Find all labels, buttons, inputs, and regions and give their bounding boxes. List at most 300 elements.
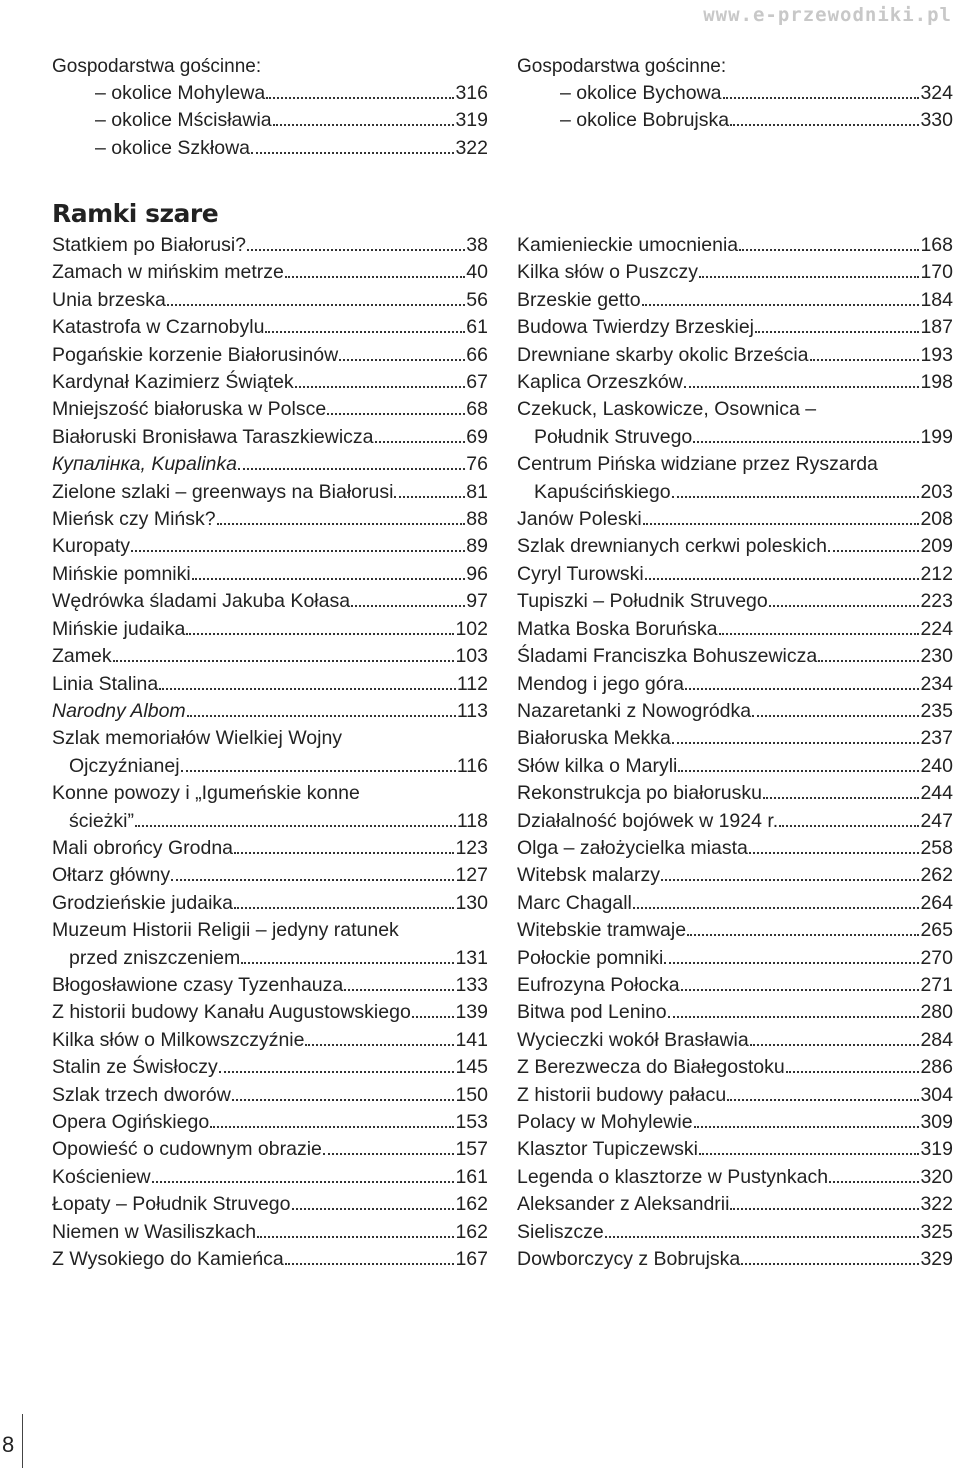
toc-entry-title: Szlak trzech dworów (52, 1083, 231, 1106)
toc-entry-title: Katastrofa w Czarnobylu (52, 316, 265, 339)
toc-entry-page: 133 (455, 973, 488, 996)
toc-entry[interactable] (517, 643, 953, 670)
toc-entry[interactable] (517, 616, 953, 643)
dot-leader (694, 1114, 920, 1128)
toc-entry[interactable] (52, 1219, 488, 1246)
toc-entry[interactable] (52, 451, 488, 478)
toc-entry[interactable] (52, 80, 488, 107)
dot-leader (687, 922, 919, 936)
toc-entry[interactable] (52, 862, 488, 889)
dot-leader (295, 374, 466, 388)
dot-leader (642, 292, 920, 306)
toc-entry-title: Wycieczki wokół Brasławia (517, 1028, 749, 1051)
dot-leader (664, 950, 919, 964)
toc-entry-page: 199 (920, 425, 953, 448)
dot-leader (327, 401, 465, 415)
toc-entry-page: 203 (920, 480, 953, 503)
toc-entry-title: Janów Poleski (517, 508, 642, 531)
toc-entry-title: Łopaty – Południk Struvego (52, 1193, 291, 1216)
dot-leader (167, 292, 465, 306)
toc-entry[interactable] (517, 1136, 953, 1163)
toc-entry-page: 319 (455, 109, 488, 132)
toc-entry[interactable] (52, 424, 488, 451)
toc-entry[interactable] (517, 671, 953, 698)
dot-leader (351, 593, 465, 607)
dot-leader (678, 758, 919, 772)
dot-leader (241, 950, 454, 964)
dot-leader (723, 85, 920, 99)
toc-entry-page: 230 (920, 645, 953, 668)
dot-leader (265, 319, 465, 333)
toc-entry-title: Mniejszość białoruska w Polsce (52, 398, 327, 421)
toc-entry-title: Działalność bojówek w 1924 r. (517, 809, 779, 832)
toc-entry-page: 131 (455, 946, 488, 969)
toc-entry[interactable] (517, 479, 953, 506)
page-number: 8 (2, 1432, 15, 1457)
toc-entry[interactable] (517, 917, 953, 944)
dot-leader (266, 85, 454, 99)
toc-entry-page: 40 (466, 261, 488, 284)
toc-entry-page: 209 (920, 535, 953, 558)
toc-entry-page: 224 (920, 617, 953, 640)
toc-entry-title: Zielone szlaki – greenways na Białorusi (52, 480, 394, 503)
toc-entry[interactable] (517, 1246, 953, 1273)
toc-entry-title: Mali obrońcy Grodna (52, 836, 234, 859)
toc-entry-page: 130 (455, 891, 488, 914)
toc-entry[interactable] (52, 342, 488, 369)
dot-leader (113, 648, 455, 662)
toc-entry-title: Drewniane skarby okolic Brześcia (517, 343, 809, 366)
toc-entry[interactable] (52, 616, 488, 643)
toc-entry-first-line: Konne powozy i „Igumeńskie konne (52, 782, 360, 805)
toc-entry[interactable] (52, 107, 488, 134)
toc-entry-title: Brzeskie getto (517, 288, 641, 311)
toc-entry-page: 330 (920, 109, 953, 132)
toc-entry[interactable] (52, 1164, 488, 1191)
dot-leader (818, 648, 919, 662)
toc-entry-title: Polacy w Mohylewie (517, 1111, 693, 1133)
toc-entry-title: Opowieść o cudownym obrazie (52, 1138, 322, 1161)
toc-entry-title: Nazaretanki z Nowogródka (517, 699, 752, 722)
toc-entry-title: Ojczyźnianej (69, 754, 180, 777)
toc-entry-page: 61 (466, 316, 488, 339)
toc-entry[interactable] (517, 259, 953, 286)
dot-leader (685, 676, 920, 690)
toc-entry[interactable] (52, 753, 488, 780)
dot-leader (749, 840, 920, 854)
dot-leader (412, 1004, 455, 1018)
toc-entry[interactable] (52, 643, 488, 670)
toc-entry[interactable] (517, 972, 953, 999)
toc-entry-title: Legenda o klasztorze w Pustynkach (517, 1165, 829, 1188)
dot-leader (257, 1224, 454, 1238)
dot-leader (234, 840, 454, 854)
dot-leader (645, 566, 920, 580)
toc-entry-page: 88 (466, 508, 488, 531)
toc-entry-page: 150 (455, 1083, 488, 1106)
toc-entry[interactable] (517, 80, 953, 107)
toc-entry-page: 240 (920, 754, 953, 777)
toc-entry-page: 244 (920, 782, 953, 805)
toc-entry-page: 116 (456, 754, 488, 777)
toc-entry-page: 145 (455, 1056, 488, 1079)
ramki-section-title: Ramki szare (52, 199, 219, 228)
toc-entry[interactable] (52, 1082, 488, 1109)
dot-leader (323, 1141, 455, 1155)
toc-entry-title: Z Berezwecza do Białegostoku (517, 1056, 785, 1079)
toc-entry[interactable] (52, 506, 488, 533)
dot-leader (192, 566, 466, 580)
toc-entry-first-line: Centrum Pińska widziane przez Ryszarda (517, 453, 878, 476)
dot-leader (730, 112, 919, 126)
dot-leader (730, 1196, 919, 1210)
right-guesthouse-section (517, 53, 953, 135)
toc-entry-page: 322 (920, 1193, 953, 1216)
toc-entry[interactable] (517, 369, 953, 396)
toc-entry-title: Mieńsk czy Mińsk? (52, 508, 216, 531)
toc-entry[interactable] (52, 1246, 488, 1273)
dot-leader (672, 730, 920, 744)
toc-entry[interactable] (52, 1136, 488, 1163)
toc-entry-title: Witebsk malarzy (517, 864, 661, 887)
dot-leader (750, 1032, 920, 1046)
dot-leader (234, 895, 454, 909)
toc-entry-first-line: Muzeum Historii Religii – jedyny ratunek (52, 919, 399, 942)
dot-leader (769, 593, 920, 607)
toc-entry-page: 316 (455, 82, 488, 104)
toc-entry-title: Zamach w mińskim metrze (52, 261, 284, 284)
dot-leader (219, 1059, 455, 1073)
toc-entry-title: Grodzieńskie judaika (52, 891, 234, 914)
toc-entry-title: Tupiszki – Południk Struvego (517, 590, 768, 613)
toc-entry[interactable] (52, 135, 488, 162)
toc-entry[interactable] (52, 314, 488, 341)
toc-entry[interactable] (52, 561, 488, 588)
dot-leader (684, 374, 920, 388)
toc-entry[interactable] (52, 287, 488, 314)
dot-leader (339, 347, 465, 361)
toc-entry-page: 329 (920, 1248, 953, 1271)
toc-entry-page: 212 (920, 562, 953, 585)
toc-entry-title: Kuropaty (52, 535, 131, 558)
toc-entry[interactable] (517, 698, 953, 725)
toc-entry[interactable] (52, 396, 488, 423)
dot-leader (305, 1032, 454, 1046)
dot-leader (755, 319, 919, 333)
toc-entry-title: Mińskie judaika (52, 617, 186, 640)
toc-entry-title: ścieżki” (69, 809, 135, 832)
toc-entry-title: Z historii budowy Kanału Augustowskiego (52, 1001, 411, 1024)
right-guesthouse-title: Gospodarstwa gościnne: (517, 56, 727, 77)
toc-entry[interactable] (517, 1109, 953, 1136)
toc-entry[interactable] (52, 890, 488, 917)
toc-entry-page: 141 (455, 1028, 488, 1051)
dot-leader (741, 1251, 919, 1265)
dot-leader (217, 511, 466, 525)
toc-entry[interactable] (52, 232, 488, 259)
dot-leader (273, 112, 455, 126)
toc-entry-title: Sieliszcze (517, 1220, 604, 1243)
toc-entry-title: Kapuścińskiego (534, 480, 671, 503)
toc-entry-page: 102 (455, 617, 488, 640)
dot-leader (605, 1224, 920, 1238)
toc-entry-title: Aleksander z Aleksandrii (517, 1193, 730, 1216)
toc-entry-page: 170 (920, 261, 953, 284)
toc-entry[interactable] (517, 835, 953, 862)
toc-entry[interactable] (517, 1191, 953, 1218)
toc-entry[interactable] (517, 1164, 953, 1191)
ramki-right-list (517, 232, 953, 1273)
toc-entry[interactable] (52, 1054, 488, 1081)
toc-entry-page: 161 (455, 1165, 488, 1188)
toc-entry-title: – okolice Bychowa (560, 82, 722, 104)
dot-leader (810, 347, 920, 361)
toc-entry-title: Mińskie pomniki (52, 562, 191, 585)
toc-entry-page: 167 (455, 1248, 488, 1271)
toc-entry-title: Połockie pomniki (517, 946, 664, 969)
toc-entry[interactable] (517, 890, 953, 917)
toc-entry-title: Купалінка, Kupalinka (52, 453, 237, 476)
dot-leader (186, 621, 454, 635)
left-guesthouse-section (52, 53, 488, 162)
toc-entry-page: 162 (455, 1193, 488, 1216)
toc-entry[interactable] (52, 1027, 488, 1054)
toc-entry[interactable] (52, 533, 488, 560)
toc-entry-title: – okolice Mścisławia (95, 109, 272, 132)
toc-entry-page: 234 (920, 672, 953, 695)
toc-entry-title: Bitwa pod Lenino (517, 1001, 667, 1024)
toc-entry[interactable] (517, 533, 953, 560)
dot-leader (375, 429, 466, 443)
dot-leader (633, 895, 920, 909)
toc-entry[interactable] (52, 671, 488, 698)
ramki-left-list (52, 232, 488, 1273)
toc-entry-page: 123 (455, 836, 488, 859)
toc-entry[interactable] (52, 588, 488, 615)
toc-entry-page: 66 (466, 343, 488, 366)
toc-entry-title: Matka Boska Boruńska (517, 617, 718, 640)
toc-entry[interactable] (52, 369, 488, 396)
toc-entry[interactable] (517, 107, 953, 134)
toc-entry-page: 168 (920, 234, 953, 256)
dot-leader (238, 456, 465, 470)
toc-entry[interactable] (52, 945, 488, 972)
toc-entry[interactable] (517, 342, 953, 369)
toc-entry[interactable] (52, 808, 488, 835)
toc-entry-page: 81 (466, 480, 488, 503)
toc-entry-first-line: Szlak memoriałów Wielkiej Wojny (52, 727, 343, 750)
toc-entry-title: Rekonstrukcja po białorusku (517, 782, 762, 805)
toc-entry[interactable] (517, 1219, 953, 1246)
toc-entry-title: Śladami Franciszka Bohuszewicza (517, 645, 818, 668)
toc-entry-page: 247 (920, 809, 953, 832)
toc-entry-title: Linia Stalina (52, 672, 159, 695)
toc-entry[interactable] (517, 780, 953, 807)
dot-leader (786, 1059, 920, 1073)
toc-entry-page: 235 (920, 699, 953, 722)
toc-entry-title: Pogańskie korzenie Białorusinów (52, 343, 339, 366)
toc-entry-title: – okolice Mohylewa (95, 82, 266, 104)
toc-entry-title: Południk Struvego (534, 425, 693, 448)
toc-entry-title: Kilka słów o Milkowszczyźnie (52, 1028, 305, 1051)
toc-entry-page: 187 (920, 316, 953, 339)
toc-entry-title: Słów kilka o Maryli (517, 754, 678, 777)
dot-leader (285, 1251, 455, 1265)
dot-leader (779, 813, 919, 827)
toc-entry[interactable] (517, 232, 953, 259)
toc-entry[interactable] (517, 945, 953, 972)
toc-entry-page: 309 (920, 1111, 953, 1133)
toc-entry-page: 127 (455, 864, 488, 887)
toc-entry-page: 69 (466, 425, 488, 448)
toc-entry-page: 237 (920, 727, 953, 750)
ramki-right-column (517, 232, 953, 1273)
right-guesthouse-list (517, 80, 953, 135)
dot-leader (131, 538, 465, 552)
toc-entry-page: 325 (920, 1220, 953, 1243)
toc-entry[interactable] (52, 1109, 488, 1136)
toc-entry-page: 270 (920, 946, 953, 969)
toc-entry[interactable] (517, 1054, 953, 1081)
dot-leader (699, 264, 919, 278)
toc-entry-title: Niemen w Wasiliszkach (52, 1220, 257, 1243)
toc-entry-title: Mendog i jego góra (517, 672, 684, 695)
dot-leader (681, 977, 920, 991)
toc-entry-title: Szlak drewnianych cerkwi poleskich (517, 535, 827, 558)
dot-leader (719, 621, 920, 635)
toc-entry-page: 67 (466, 371, 488, 394)
toc-entry-page: 118 (456, 809, 488, 832)
toc-entry-page: 284 (920, 1028, 953, 1051)
toc-entry-title: – okolice Bobrujska (560, 109, 730, 132)
dot-leader (187, 703, 456, 717)
toc-entry[interactable] (52, 999, 488, 1026)
toc-entry-title: Kardynał Kazimierz Świątek (52, 371, 294, 394)
toc-entry-page: 184 (920, 288, 953, 311)
left-guesthouse-title: Gospodarstwa gościnne: (52, 56, 262, 77)
toc-entry-page: 89 (466, 535, 488, 558)
toc-entry[interactable] (517, 753, 953, 780)
toc-entry[interactable] (52, 835, 488, 862)
dot-leader (394, 484, 465, 498)
toc-entry-page: 97 (466, 590, 488, 613)
toc-entry-title: Klasztor Tupiczewski (517, 1138, 698, 1161)
toc-entry[interactable] (517, 862, 953, 889)
toc-entry-page: 304 (920, 1083, 953, 1106)
toc-entry[interactable] (52, 698, 488, 725)
dot-leader (181, 758, 456, 772)
dot-leader (171, 867, 454, 881)
toc-entry-title: Ołtarz główny (52, 864, 171, 887)
dot-leader (829, 1169, 919, 1183)
toc-entry[interactable] (517, 506, 953, 533)
toc-entry[interactable] (52, 479, 488, 506)
toc-entry-page: 68 (466, 398, 488, 421)
toc-entry[interactable] (52, 259, 488, 286)
toc-entry-page: 56 (466, 288, 488, 311)
toc-entry-title: – okolice Szkłowa (95, 136, 250, 159)
dot-leader (727, 1087, 919, 1101)
toc-entry-title: Błogosławione czasy Tyzenhauza (52, 973, 344, 996)
toc-entry[interactable] (517, 1082, 953, 1109)
dot-leader (232, 1087, 455, 1101)
toc-entry-page: 112 (456, 672, 488, 695)
toc-entry-title: Cyryl Turowski (517, 562, 644, 585)
toc-entry-title: Białoruski Bronisława Taraszkiewicza (52, 425, 374, 448)
dot-leader (752, 703, 919, 717)
toc-entry-title: Kościeniew (52, 1165, 151, 1188)
toc-entry[interactable] (517, 287, 953, 314)
toc-entry-page: 286 (920, 1056, 953, 1079)
toc-entry-title: Unia brzeska (52, 288, 166, 311)
toc-entry-title: Kilka słów o Puszczy (517, 261, 698, 284)
toc-entry-page: 162 (455, 1220, 488, 1243)
toc-entry-page: 265 (920, 919, 953, 942)
toc-entry[interactable] (517, 314, 953, 341)
dot-leader (159, 676, 456, 690)
toc-entry-title: Białoruska Mekka (517, 727, 671, 750)
dot-leader (763, 785, 919, 799)
toc-entry[interactable] (517, 808, 953, 835)
toc-entry[interactable] (52, 972, 488, 999)
toc-entry-page: 157 (455, 1138, 488, 1161)
toc-entry-title: Z historii budowy pałacu (517, 1083, 727, 1106)
toc-entry[interactable] (517, 588, 953, 615)
toc-entry-page: 280 (920, 1001, 953, 1024)
toc-entry-page: 208 (920, 508, 953, 531)
toc-entry-page: 322 (455, 136, 488, 159)
dot-leader (828, 538, 919, 552)
toc-entry-title: Opera Ogińskiego (52, 1111, 210, 1133)
toc-entry-title: Dowborczycy z Bobrujska (517, 1248, 741, 1271)
toc-entry-title: Budowa Twierdzy Brzeskiej (517, 316, 754, 339)
toc-entry-page: 193 (920, 343, 953, 366)
toc-entry-page: 198 (920, 371, 953, 394)
dot-leader (152, 1169, 455, 1183)
toc-entry-page: 113 (456, 699, 488, 722)
toc-entry[interactable] (517, 561, 953, 588)
toc-entry-page: 258 (920, 836, 953, 859)
dot-leader (247, 237, 465, 251)
dot-leader (135, 813, 456, 827)
dot-leader (251, 140, 454, 154)
toc-entry[interactable] (517, 424, 953, 451)
toc-entry-page: 320 (920, 1165, 953, 1188)
toc-entry[interactable] (52, 1191, 488, 1218)
dot-leader (699, 1141, 919, 1155)
toc-entry-title: Marc Chagall (517, 891, 632, 914)
toc-entry-title: Statkiem po Białorusi? (52, 234, 247, 256)
toc-entry-page: 324 (920, 82, 953, 104)
toc-entry-page: 153 (455, 1111, 488, 1133)
toc-entry-page: 38 (466, 234, 488, 256)
toc-entry[interactable] (517, 1027, 953, 1054)
dot-leader (210, 1114, 454, 1128)
toc-entry[interactable] (517, 999, 953, 1026)
toc-entry-page: 319 (920, 1138, 953, 1161)
toc-entry-page: 139 (455, 1001, 488, 1024)
toc-entry-title: przed zniszczeniem (69, 946, 241, 969)
toc-entry-page: 103 (455, 645, 488, 668)
toc-entry-title: Olga – założycielka miasta (517, 836, 748, 859)
toc-entry-title: Kamienieckie umocnienia (517, 234, 739, 256)
toc-entry-title: Wędrówka śladami Jakuba Kołasa (52, 590, 351, 613)
left-guesthouse-list (52, 80, 488, 162)
site-url[interactable]: www.e-przewodniki.pl (703, 4, 952, 26)
dot-leader (344, 977, 454, 991)
toc-entry[interactable] (517, 725, 953, 752)
dot-leader (693, 429, 919, 443)
